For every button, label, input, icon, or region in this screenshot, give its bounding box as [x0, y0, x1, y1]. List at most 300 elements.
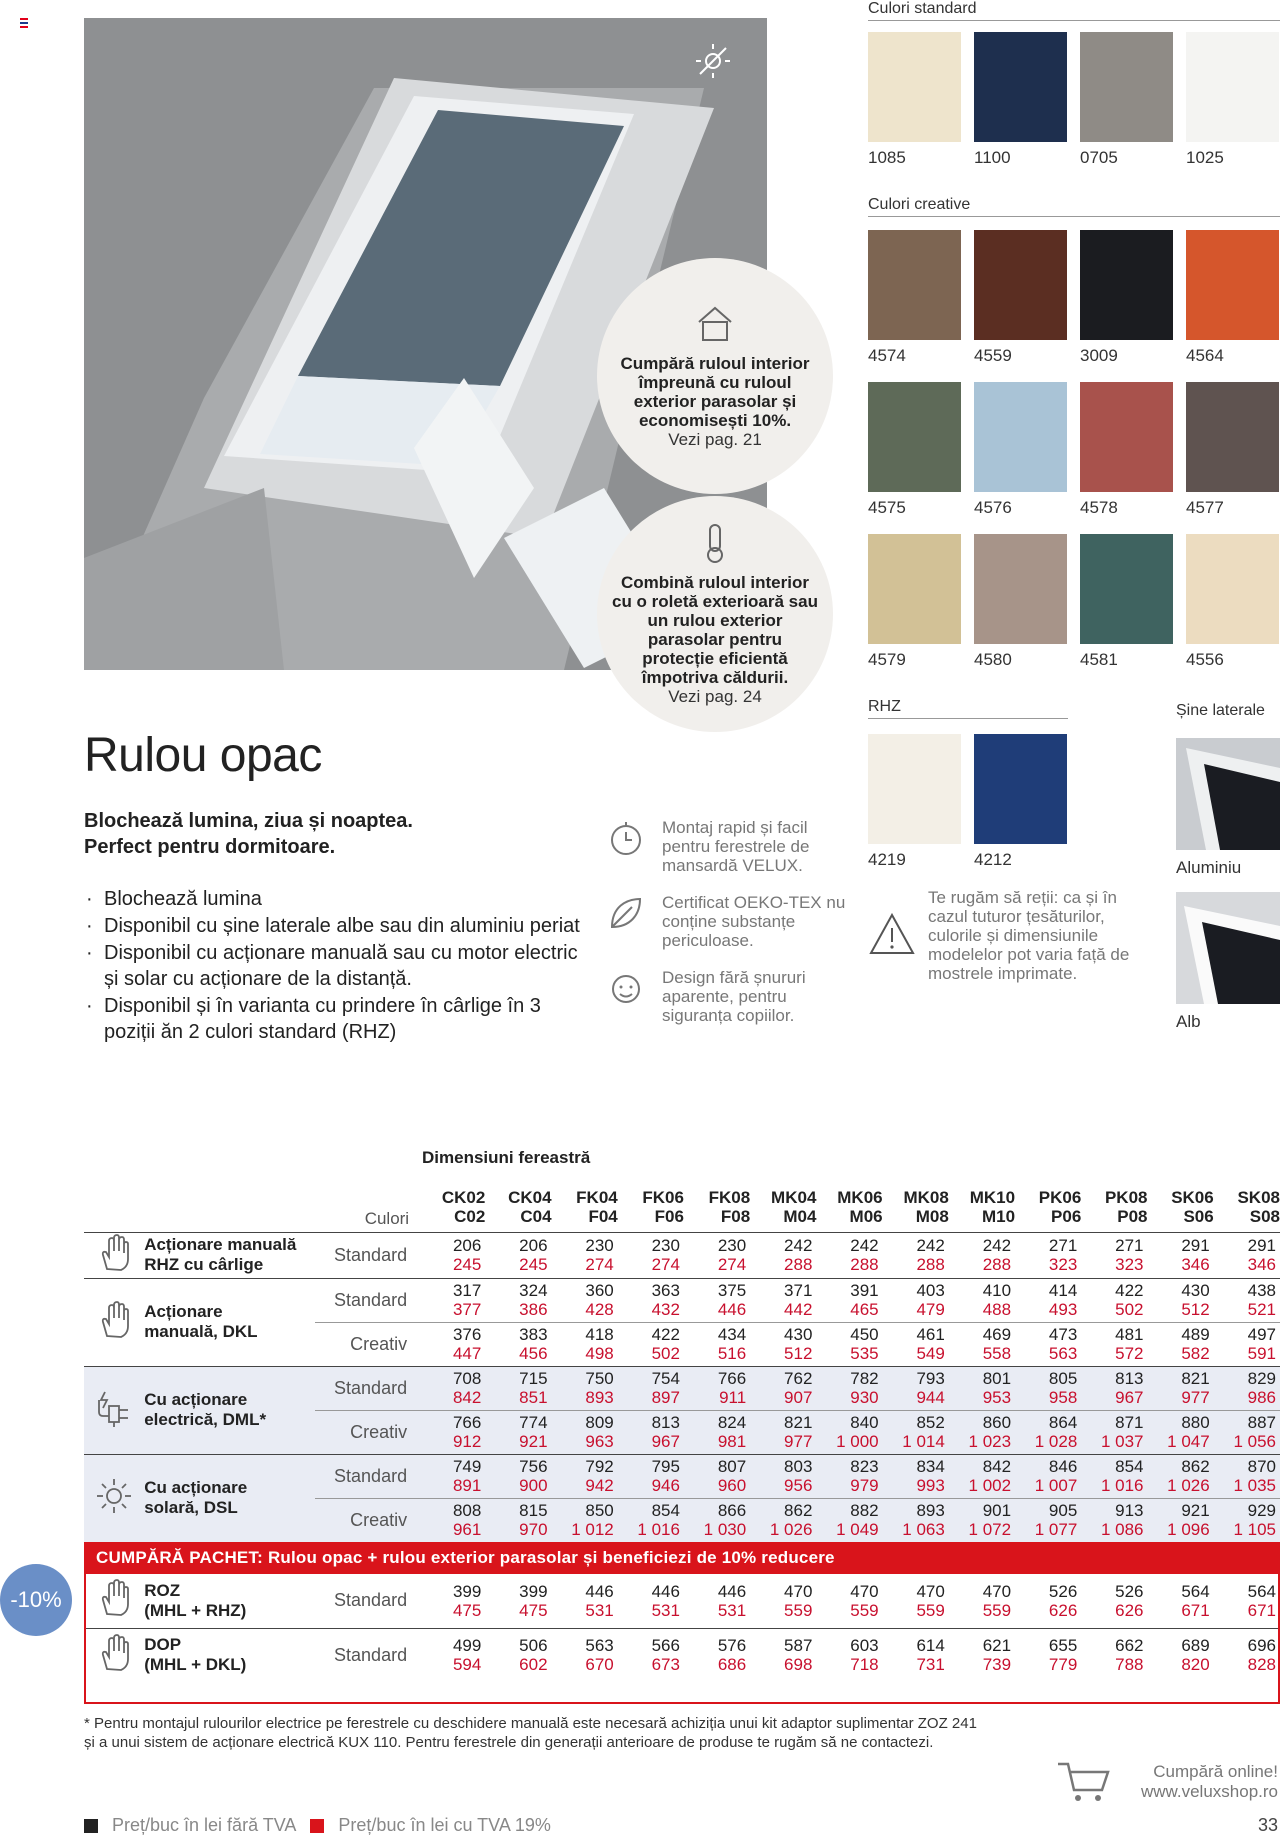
- price-cell: [1081, 1232, 1147, 1278]
- price-cell: [684, 1366, 750, 1410]
- size-code-alt: C02: [454, 1206, 486, 1226]
- price-cell: [684, 1628, 750, 1682]
- vat-price: 718: [850, 1655, 879, 1675]
- net-price: 715: [519, 1369, 548, 1388]
- price-cell: [883, 1410, 949, 1454]
- vat-price: 594: [452, 1655, 482, 1675]
- net-price: 430: [1181, 1281, 1210, 1300]
- net-price: 603: [850, 1636, 879, 1656]
- size-column-header: [949, 1182, 1015, 1232]
- vat-price: 274: [717, 1255, 747, 1274]
- net-price: 887: [1247, 1413, 1276, 1432]
- vat-price: 288: [784, 1255, 813, 1274]
- net-price: 376: [452, 1325, 482, 1344]
- vat-price: 960: [717, 1476, 747, 1495]
- vat-price: 346: [1247, 1255, 1276, 1274]
- net-price: 862: [784, 1501, 813, 1521]
- price-cell: [750, 1278, 816, 1322]
- net-price: 391: [850, 1281, 879, 1300]
- vat-price: 572: [1115, 1344, 1144, 1363]
- net-price: 854: [651, 1501, 680, 1521]
- price-cell: [684, 1278, 750, 1322]
- vat-price: 911: [719, 1388, 747, 1407]
- swatch-code: 4559: [974, 346, 1012, 365]
- vat-price: 549: [916, 1344, 945, 1363]
- size-column-header: [1015, 1182, 1081, 1232]
- net-price: 434: [717, 1325, 747, 1344]
- price-cell: [618, 1322, 684, 1366]
- vat-price: 1 016: [1100, 1476, 1144, 1495]
- net-price: 230: [651, 1236, 680, 1255]
- product-title: Rulou opac: [84, 729, 322, 782]
- net-price: 750: [585, 1369, 614, 1388]
- row-label-line: solară, DSL: [144, 1498, 238, 1518]
- size-column-header: [684, 1182, 750, 1232]
- net-price: 893: [916, 1501, 945, 1521]
- price-cell: [1015, 1628, 1081, 1682]
- net-price: 793: [916, 1369, 945, 1388]
- color-swatch: [1080, 534, 1173, 644]
- net-price: 587: [784, 1636, 813, 1656]
- vat-price: 671: [1181, 1600, 1210, 1620]
- vat-price: 1 002: [968, 1476, 1012, 1495]
- vat-price: 323: [1115, 1255, 1144, 1274]
- vat-price: 967: [1115, 1388, 1144, 1407]
- price-cell: [684, 1410, 750, 1454]
- price-cell: [419, 1454, 485, 1498]
- package-row: [84, 1628, 1280, 1682]
- vat-price: 1 023: [968, 1432, 1012, 1451]
- vat-price: 897: [651, 1388, 680, 1407]
- net-price: 564: [1181, 1581, 1210, 1601]
- row-label-line: DOP: [144, 1635, 182, 1655]
- price-cell: [618, 1232, 684, 1278]
- price-cell: [750, 1232, 816, 1278]
- swatch-code: 4578: [1080, 498, 1118, 517]
- feature-item: [606, 893, 846, 950]
- net-price: 422: [1115, 1281, 1144, 1300]
- package-row: [84, 1574, 1280, 1628]
- size-code: MK10: [969, 1187, 1016, 1207]
- variant-label: Standard: [315, 1454, 419, 1498]
- net-price: 450: [850, 1325, 879, 1344]
- vat-price: 521: [1247, 1300, 1276, 1319]
- net-price: 564: [1247, 1581, 1276, 1601]
- net-price: 921: [1181, 1501, 1210, 1521]
- discount-badge: -10%: [0, 1564, 72, 1636]
- vat-price: 851: [519, 1388, 548, 1407]
- price-cell: [816, 1278, 882, 1322]
- net-price: 880: [1181, 1413, 1210, 1432]
- color-swatch: [868, 534, 961, 644]
- price-cell: [750, 1322, 816, 1366]
- color-swatch: [1186, 382, 1279, 492]
- price-cell: [1081, 1278, 1147, 1322]
- vat-price: 447: [452, 1344, 482, 1363]
- net-price: 829: [1247, 1369, 1276, 1388]
- net-price: 291: [1181, 1236, 1210, 1255]
- feature-text: Design fără șnururi aparente, pentru siguranța copiilor.: [662, 968, 806, 1025]
- vat-price: 967: [651, 1432, 680, 1451]
- net-price: 824: [717, 1413, 747, 1432]
- net-price: 360: [585, 1281, 614, 1300]
- net-price: 438: [1247, 1281, 1276, 1300]
- net-price: 842: [982, 1457, 1012, 1476]
- size-code-alt: F04: [588, 1206, 618, 1226]
- row-label: [144, 1454, 315, 1542]
- price-cell: [485, 1322, 551, 1366]
- vat-price: 956: [784, 1476, 813, 1495]
- size-code: PK08: [1104, 1187, 1148, 1207]
- price-cell: [883, 1232, 949, 1278]
- net-price: 795: [651, 1457, 680, 1476]
- price-cell: [419, 1498, 485, 1542]
- vat-price: 671: [1247, 1600, 1276, 1620]
- net-price: 470: [916, 1581, 945, 1601]
- price-cell: [949, 1574, 1015, 1628]
- price-cell: [1148, 1322, 1214, 1366]
- net-price: 499: [452, 1636, 482, 1656]
- size-column-header: [419, 1182, 485, 1232]
- net-price: 854: [1115, 1457, 1144, 1476]
- price-cell: [419, 1410, 485, 1454]
- net-price: 762: [784, 1369, 813, 1388]
- vat-price: 442: [784, 1300, 813, 1319]
- price-cell: [883, 1278, 949, 1322]
- price-cell: [1214, 1454, 1280, 1498]
- net-price: 866: [717, 1501, 747, 1521]
- subtitle-line-2: Perfect pentru dormitoare.: [84, 836, 336, 858]
- table-row: [84, 1232, 1280, 1278]
- shop-url[interactable]: www.veluxshop.ro: [1140, 1782, 1278, 1801]
- vat-price: 1 049: [836, 1520, 879, 1540]
- color-swatch: [1080, 32, 1173, 142]
- price-legend: [84, 1815, 551, 1836]
- net-price: 481: [1115, 1325, 1144, 1344]
- color-swatch: [974, 734, 1067, 844]
- price-cell: [552, 1454, 618, 1498]
- vat-price: 559: [916, 1600, 945, 1620]
- swatch-code: 0705: [1080, 148, 1118, 167]
- net-price: 905: [1048, 1501, 1078, 1521]
- color-swatch: [1080, 382, 1173, 492]
- feature-item: [606, 968, 846, 1025]
- swatch-code: 1085: [868, 148, 906, 167]
- row-label: [144, 1628, 315, 1682]
- variant-label: Standard: [334, 1590, 408, 1611]
- feature-icons-list: [606, 818, 846, 1043]
- size-column-header: [552, 1182, 618, 1232]
- price-cell: [949, 1322, 1015, 1366]
- price-cell: [750, 1574, 816, 1628]
- net-price: 470: [784, 1581, 813, 1601]
- net-price: 870: [1247, 1457, 1276, 1476]
- price-cell: [419, 1278, 485, 1322]
- swatch-code: 1100: [974, 148, 1011, 167]
- size-code: MK06: [837, 1187, 883, 1207]
- color-swatch: [868, 230, 961, 340]
- price-cell: [1148, 1498, 1214, 1542]
- net-price: 862: [1181, 1457, 1210, 1476]
- color-swatch: [868, 32, 961, 142]
- size-column-header: [1081, 1182, 1147, 1232]
- window-dimensions-heading: Dimensiuni fereastră: [422, 1148, 591, 1167]
- vat-price: 446: [717, 1300, 747, 1319]
- feature-text: Certificat OEKO-TEX nu conține substanțe periculoase.: [662, 893, 846, 950]
- net-price: 871: [1115, 1413, 1144, 1432]
- row-label-line: (MHL + DKL): [144, 1655, 247, 1675]
- vat-price: 993: [916, 1476, 945, 1495]
- price-cell: [883, 1454, 949, 1498]
- price-cell: [816, 1574, 882, 1628]
- swatch-code: 4575: [868, 498, 906, 517]
- price-cell: [949, 1278, 1015, 1322]
- net-price: 371: [784, 1281, 813, 1300]
- price-cell: [1214, 1498, 1280, 1542]
- vat-price: 930: [850, 1388, 879, 1407]
- net-price-square: [84, 1819, 98, 1833]
- row-label-line: Cu acționare: [144, 1478, 248, 1498]
- net-price: 470: [982, 1581, 1012, 1601]
- net-price: 882: [850, 1501, 879, 1521]
- vat-price: 1 028: [1034, 1432, 1078, 1451]
- price-cell: [883, 1366, 949, 1410]
- net-price: 913: [1115, 1501, 1144, 1521]
- feature-item: [606, 818, 846, 875]
- vat-price-label: Preț/buc în lei cu TVA 19%: [338, 1815, 551, 1835]
- net-price: 418: [585, 1325, 614, 1344]
- plug-icon: [84, 1366, 144, 1454]
- color-warning: [868, 888, 1158, 983]
- price-cell: [1148, 1574, 1214, 1628]
- vat-price: 891: [452, 1476, 482, 1495]
- variant-label: Standard: [315, 1366, 419, 1410]
- price-cell: [552, 1366, 618, 1410]
- header-spacer: [84, 1182, 144, 1232]
- table-row: [84, 1278, 1280, 1322]
- bubble-page-ref: Vezi pag. 21: [668, 430, 762, 449]
- net-price: 821: [1181, 1369, 1210, 1388]
- variant-label: Standard: [315, 1278, 419, 1322]
- swatch-code: 4212: [974, 850, 1012, 869]
- price-cell: [816, 1366, 882, 1410]
- price-cell: [1015, 1278, 1081, 1322]
- net-price: 430: [784, 1325, 813, 1344]
- net-price: 576: [717, 1636, 747, 1656]
- vat-price: 820: [1181, 1655, 1210, 1675]
- price-cell: [684, 1574, 750, 1628]
- price-cell: [1148, 1410, 1214, 1454]
- price-cell: [883, 1322, 949, 1366]
- feature-bullets: [84, 886, 584, 1046]
- vat-price: 498: [585, 1344, 614, 1363]
- net-price: 834: [916, 1457, 945, 1476]
- swatch-code: 4556: [1186, 650, 1224, 669]
- bubble-page-ref: Vezi pag. 24: [668, 687, 762, 706]
- leaf-icon: [606, 893, 646, 933]
- swatch-code: 4580: [974, 650, 1012, 669]
- price-cell: [816, 1498, 882, 1542]
- net-price: 422: [651, 1325, 680, 1344]
- price-cell: [1081, 1322, 1147, 1366]
- price-cell: [949, 1454, 1015, 1498]
- size-code-alt: S08: [1249, 1206, 1280, 1226]
- vat-price: 531: [651, 1600, 680, 1620]
- vat-price: 946: [651, 1476, 680, 1495]
- price-cell: [618, 1628, 684, 1682]
- vat-price: 488: [982, 1300, 1012, 1319]
- hand-icon: [84, 1628, 144, 1682]
- net-price: 840: [850, 1413, 879, 1432]
- vat-price: 912: [452, 1432, 482, 1451]
- net-price: 489: [1181, 1325, 1210, 1344]
- color-swatch: [868, 382, 961, 492]
- creative-colors-title: Culori creative: [868, 196, 1280, 217]
- net-price: 860: [982, 1413, 1012, 1432]
- vat-price: 512: [784, 1344, 813, 1363]
- vat-price: 1 056: [1233, 1432, 1276, 1451]
- price-cell: [485, 1410, 551, 1454]
- vat-price: 475: [452, 1600, 482, 1620]
- net-price: 766: [717, 1369, 747, 1388]
- net-price: 864: [1048, 1413, 1078, 1432]
- row-label-line: electrică, DML*: [144, 1410, 267, 1429]
- blackout-sun-icon: [692, 40, 734, 82]
- vat-price: 986: [1247, 1388, 1276, 1407]
- vat-price: 907: [784, 1388, 813, 1407]
- price-cell: [552, 1322, 618, 1366]
- bubble-text: Cumpără ruloul interior împreună cu ruloul exterior parasolar și economisești 10%.: [620, 354, 810, 430]
- vat-price: 1 016: [637, 1520, 680, 1540]
- price-cell: [419, 1574, 485, 1628]
- vat-price: 842: [452, 1388, 482, 1407]
- price-cell: [1148, 1454, 1214, 1498]
- rail-aluminium-image: [1176, 738, 1280, 850]
- vat-price: 493: [1048, 1300, 1078, 1319]
- vat-price: 456: [519, 1344, 548, 1363]
- bubble-text: Combină ruloul interior cu o roletă exterioară sau un rulou exterior parasolar pentru protecție eficientă împotriva căldurii.: [612, 573, 818, 687]
- vat-price: 323: [1048, 1255, 1078, 1274]
- price-cell: [816, 1410, 882, 1454]
- net-price: 383: [519, 1325, 548, 1344]
- net-price: 766: [452, 1413, 482, 1432]
- net-price: 446: [651, 1581, 680, 1601]
- net-price: 821: [784, 1413, 813, 1432]
- row-label: [144, 1232, 315, 1278]
- net-price: 813: [1115, 1369, 1144, 1388]
- net-price: 242: [850, 1236, 879, 1255]
- size-column-header: [750, 1182, 816, 1232]
- size-code: CK04: [508, 1187, 552, 1207]
- price-cell: [1081, 1628, 1147, 1682]
- price-cell: [1148, 1278, 1214, 1322]
- net-price: 230: [585, 1236, 614, 1255]
- vat-price: 559: [982, 1600, 1012, 1620]
- vat-price: 535: [850, 1344, 879, 1363]
- row-label-line: RHZ cu cârlige: [144, 1255, 264, 1274]
- bullet-item: · Disponibil și în varianta cu prindere în cârlige în 3 poziții ăn 2 culori standard (RHZ): [84, 993, 584, 1045]
- price-cell: [1015, 1410, 1081, 1454]
- vat-price: 828: [1247, 1655, 1276, 1675]
- net-price: 846: [1048, 1457, 1078, 1476]
- size-code: SK08: [1237, 1187, 1280, 1207]
- net-price: 271: [1115, 1236, 1144, 1255]
- flag-mark: [20, 18, 28, 26]
- vat-price: 626: [1115, 1600, 1144, 1620]
- net-price: 566: [651, 1636, 680, 1656]
- price-cell: [684, 1232, 750, 1278]
- size-code-alt: M08: [915, 1206, 949, 1226]
- online-shop[interactable]: [1141, 1762, 1278, 1802]
- net-price: 206: [452, 1236, 482, 1255]
- price-cell: [684, 1498, 750, 1542]
- net-price: 754: [651, 1369, 680, 1388]
- net-price: 708: [452, 1369, 482, 1388]
- color-swatch: [974, 382, 1067, 492]
- vat-price: 465: [850, 1300, 879, 1319]
- net-price: 756: [519, 1457, 548, 1476]
- size-code-alt: M06: [849, 1206, 883, 1226]
- price-cell: [684, 1454, 750, 1498]
- row-label: [144, 1574, 315, 1628]
- price-cell: [1214, 1232, 1280, 1278]
- net-price: 929: [1247, 1501, 1276, 1521]
- colors-column-header: Culori: [364, 1208, 410, 1228]
- size-code: PK06: [1038, 1187, 1082, 1207]
- price-cell: [485, 1278, 551, 1322]
- net-price: 749: [452, 1457, 482, 1476]
- net-price: 242: [784, 1236, 813, 1255]
- package-band-row: [84, 1542, 1280, 1574]
- price-cell: [750, 1454, 816, 1498]
- net-price: 375: [717, 1281, 747, 1300]
- rhz-colors-title: RHZ: [868, 698, 1068, 719]
- footnote: * Pentru montajul rulourilor electrice pe ferestrele cu deschidere manuală este necesară achiziția unui kit adaptor suplimentar ZOZ 241 și a unui sistem de acționare electrică KUX 110. Pentru ferestrele din generații anterioare de produse te rugăm să ne contactezi.: [84, 1715, 977, 1751]
- row-label: [144, 1278, 315, 1366]
- vat-price: 563: [1048, 1344, 1078, 1363]
- price-cell: [1214, 1278, 1280, 1322]
- vat-price: 428: [585, 1300, 614, 1319]
- net-price: 399: [452, 1581, 482, 1601]
- net-price: 813: [651, 1413, 680, 1432]
- swatch-code: 4574: [868, 346, 906, 365]
- cart-icon[interactable]: [1056, 1760, 1112, 1804]
- net-price: 291: [1247, 1236, 1276, 1255]
- vat-price: 670: [585, 1655, 614, 1675]
- size-code: FK06: [642, 1187, 684, 1207]
- price-cell: [949, 1498, 1015, 1542]
- net-price: 614: [916, 1636, 945, 1656]
- vat-price: 626: [1048, 1600, 1078, 1620]
- size-code-alt: M04: [783, 1206, 817, 1226]
- stopwatch-icon: [606, 818, 646, 858]
- price-table: [84, 1182, 1280, 1682]
- net-price: 809: [585, 1413, 614, 1432]
- vat-price: 1 026: [769, 1520, 813, 1540]
- price-cell: [419, 1628, 485, 1682]
- hand-icon: [84, 1574, 144, 1628]
- vat-price: 512: [1181, 1300, 1210, 1319]
- price-cell: [1015, 1366, 1081, 1410]
- price-cell: [949, 1628, 1015, 1682]
- table-row: [84, 1454, 1280, 1498]
- side-rails-title: Șine laterale: [1176, 702, 1265, 719]
- vat-price: 531: [585, 1600, 614, 1620]
- vat-price: 1 007: [1034, 1476, 1078, 1495]
- color-swatch: [868, 734, 961, 844]
- price-cell: [419, 1366, 485, 1410]
- table-row: [84, 1366, 1280, 1410]
